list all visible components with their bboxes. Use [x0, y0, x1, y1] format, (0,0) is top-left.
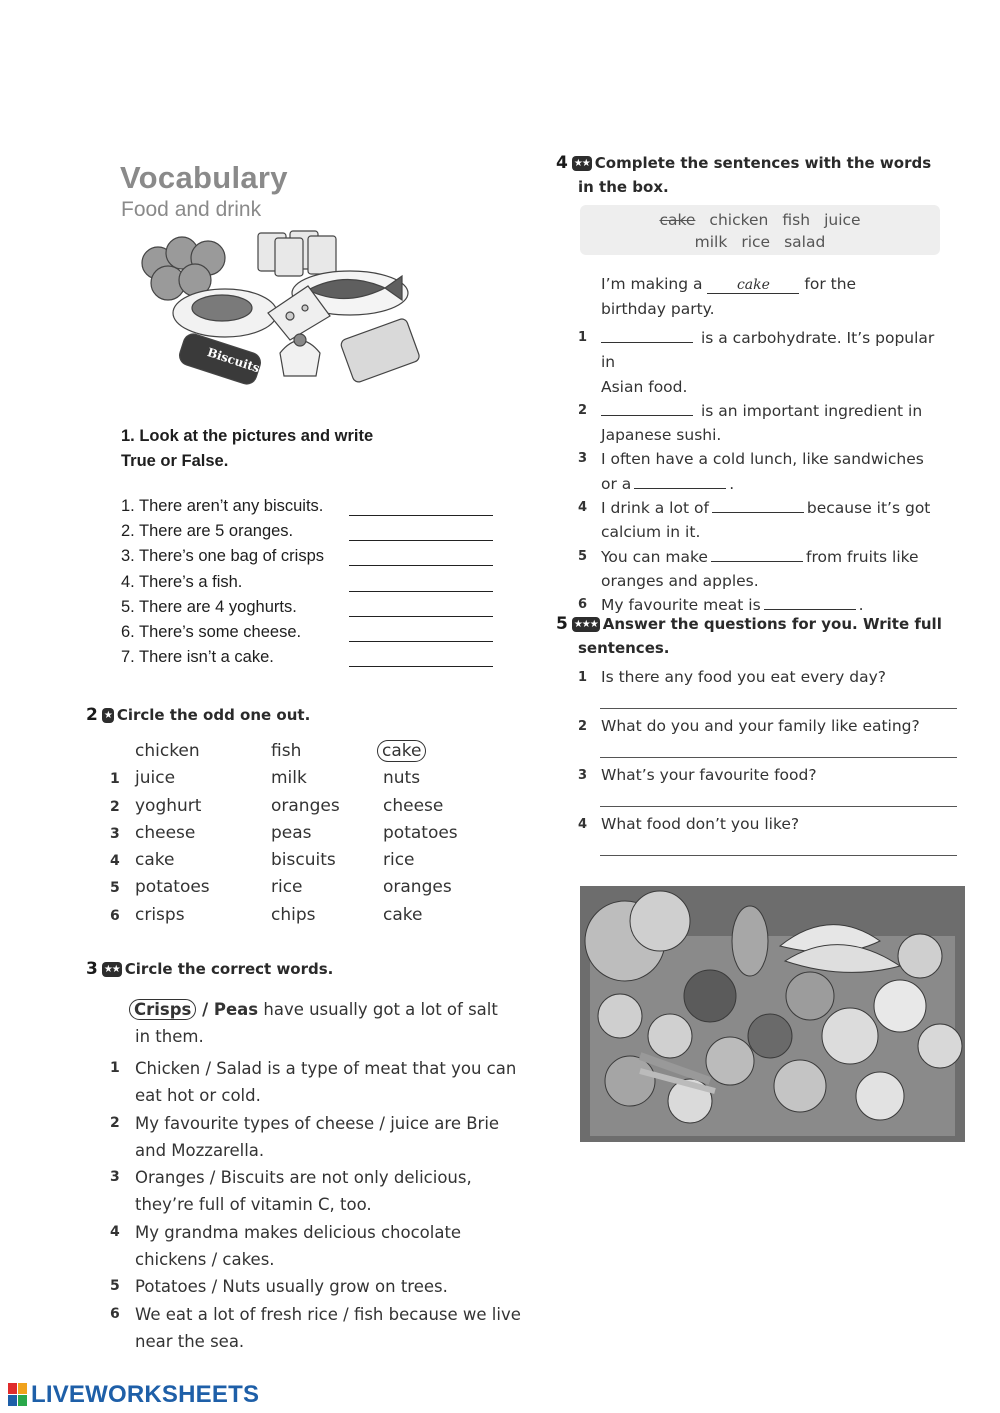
exercise-4-list	[578, 326, 953, 618]
filled-answer: cake	[707, 277, 799, 294]
circled-answer[interactable]: cake	[377, 740, 426, 762]
list-item: 5 You can make from fruits like oranges and apples.	[578, 547, 919, 590]
difficulty-stars: ★★	[573, 158, 590, 169]
difficulty-stars: ★	[103, 710, 112, 721]
list-item: 1 Is there any food you eat every day?	[578, 668, 963, 717]
list-item: 2 What do you and your family like eating?	[578, 717, 963, 766]
list-item[interactable]: 3 Oranges / Biscuits are not only delicious, they’re full of vitamin C, too.	[110, 1168, 472, 1214]
list-item: 6. There’s some cheese.	[121, 623, 496, 648]
answer-blank[interactable]	[711, 547, 803, 562]
list-item: 3. There’s one bag of crisps	[121, 547, 496, 572]
list-item[interactable]: 4 My grandma makes delicious chocolate chickens / cakes.	[110, 1222, 462, 1269]
list-item[interactable]: 1 Chicken / Salad is a type of meat that you can eat hot or cold.	[110, 1059, 517, 1105]
list-item: 1. There aren’t any biscuits.	[121, 497, 496, 522]
list-item: 1 is a carbohydrate. It’s popular in Asian food.	[578, 329, 935, 396]
answer-blank[interactable]	[634, 474, 726, 489]
list-item: 3 I often have a cold lunch, like sandwiches or a .	[578, 450, 924, 493]
list-item: 4 What food don’t you like?	[578, 815, 963, 864]
exercise-4-example: I’m making a cake for the birthday party.	[601, 275, 857, 318]
exercise-5-heading: 5 ★★★ Answer the questions for you. Write full sentences.	[556, 614, 942, 657]
exercise-4-heading: 4 ★★ Complete the sentences with the words in the box.	[556, 153, 932, 196]
list-item: 4. There’s a fish.	[121, 573, 496, 598]
answer-line[interactable]	[600, 806, 957, 807]
answer-line[interactable]	[600, 708, 957, 709]
answer-blank[interactable]	[349, 591, 493, 592]
answer-blank[interactable]	[712, 498, 804, 513]
answer-blank[interactable]	[349, 515, 493, 516]
brand-name: LIVEWORKSHEETS	[31, 1381, 260, 1408]
list-item: 5. There are 4 yoghurts.	[121, 598, 496, 623]
liveworksheets-footer[interactable]	[8, 1381, 259, 1409]
food-illustration	[140, 228, 440, 398]
exercise-3-example: Crisps / Peas have usually got a lot of salt in them.	[135, 996, 535, 1050]
exercise-1-heading: 1. Look at the pictures and write True or False.	[121, 427, 374, 470]
page-subtitle: Food and drink	[121, 198, 262, 221]
answer-blank[interactable]	[349, 641, 493, 642]
list-item: 2. There are 5 oranges.	[121, 522, 496, 547]
exercise-1-list	[121, 497, 496, 673]
difficulty-stars: ★★	[103, 964, 120, 975]
list-item[interactable]: 6 We eat a lot of fresh rice / fish because we live near the sea.	[110, 1304, 521, 1351]
word-box: cake chicken fish juice milk rice salad	[580, 205, 940, 255]
list-item[interactable]: 5 Potatoes / Nuts usually grow on trees.	[110, 1277, 448, 1296]
answer-blank[interactable]	[764, 595, 856, 610]
exercise-2-heading: 2 ★ Circle the odd one out.	[86, 705, 311, 725]
difficulty-stars: ★★★	[573, 619, 598, 630]
fruit-vegetables-photo	[580, 886, 965, 1142]
answer-blank[interactable]	[349, 616, 493, 617]
list-item: 6 My favourite meat is .	[578, 596, 864, 615]
list-item: 3 What’s your favourite food?	[578, 766, 963, 815]
page-title: Vocabulary	[120, 160, 288, 195]
answer-blank[interactable]	[601, 401, 693, 416]
list-item: 4 I drink a lot of because it’s got calcium in it.	[578, 499, 931, 542]
answer-blank[interactable]	[349, 565, 493, 566]
liveworksheets-logo-icon	[8, 1383, 28, 1407]
exercise-3-list	[110, 1055, 540, 1355]
exercise-3-heading: 3 ★★ Circle the correct words.	[86, 959, 334, 979]
answer-line[interactable]	[600, 855, 957, 856]
answer-line[interactable]	[600, 757, 957, 758]
answer-blank[interactable]	[349, 666, 493, 667]
answer-blank[interactable]	[601, 328, 693, 343]
answer-blank[interactable]	[349, 540, 493, 541]
list-item: 2 is an important ingredient in Japanese sushi.	[578, 401, 923, 445]
exercise-5-list	[578, 668, 963, 864]
list-item[interactable]: 2 My favourite types of cheese / juice are Brie and Mozzarella.	[110, 1113, 500, 1160]
biscuits-label: Biscuits	[205, 345, 262, 376]
list-item: 7. There isn’t a cake.	[121, 648, 496, 673]
circled-answer[interactable]: Crisps	[129, 999, 196, 1020]
